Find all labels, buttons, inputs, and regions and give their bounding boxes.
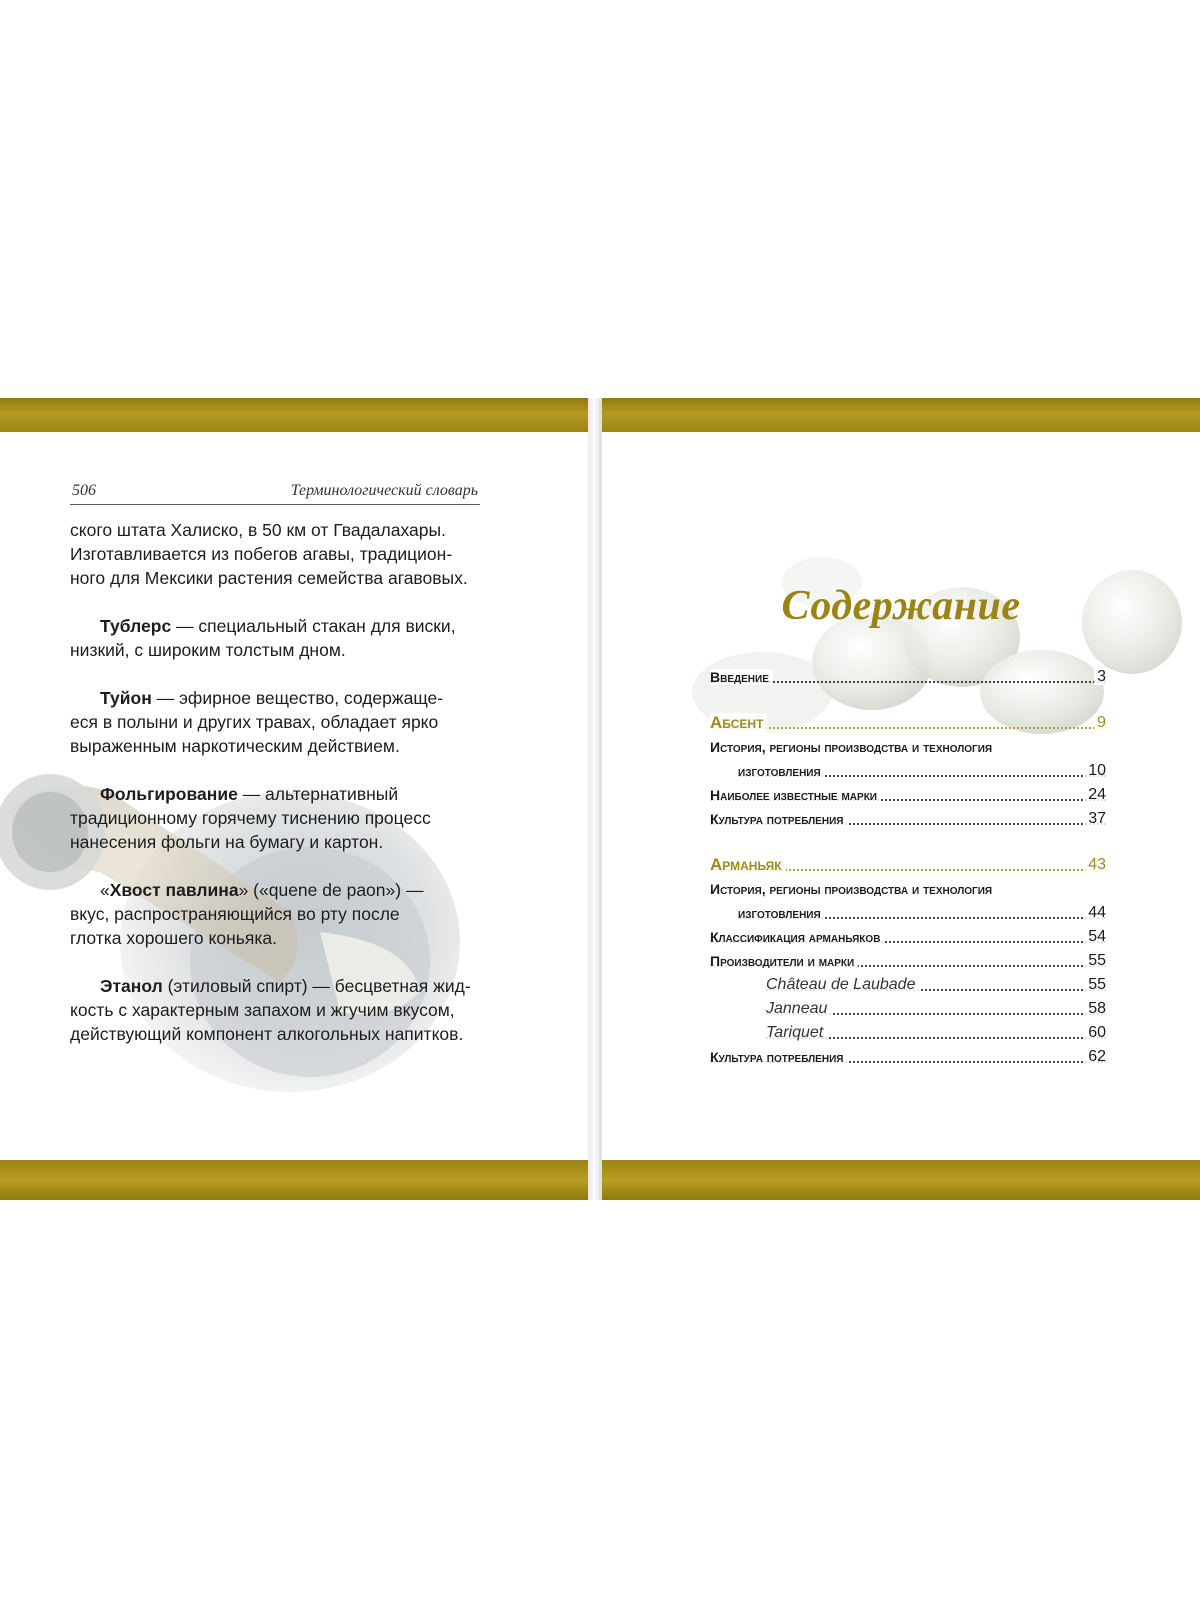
toc-page: 62 — [1085, 1048, 1106, 1065]
toc-page: 55 — [1085, 976, 1106, 993]
entry-text: еся в полыни и других травах, обладает ярко — [70, 712, 439, 732]
toc-title: Содержание — [781, 583, 1021, 629]
toc-page: 44 — [1085, 904, 1106, 921]
running-head — [70, 480, 480, 505]
toc-item[interactable] — [710, 973, 1106, 997]
entry-term: Тублерс — [100, 616, 172, 636]
gold-band-top-left — [0, 398, 592, 432]
page-number: 506 — [72, 482, 96, 499]
toc-page: 10 — [1085, 762, 1106, 779]
toc-item[interactable] — [710, 1045, 1106, 1069]
entry-term: Хвост павлина — [109, 880, 239, 900]
gold-band-top-right — [598, 398, 1200, 432]
continuation-line: Изготавливается из побегов агавы, традицион- — [70, 544, 453, 564]
glossary-entry — [70, 974, 480, 1046]
toc-label: Абсент — [710, 713, 767, 732]
continuation-line: ного для Мексики растения семейства агавовых. — [70, 568, 468, 588]
entry-text: кость с характерным запахом и жгучим вкусом, — [70, 1000, 455, 1020]
toc-label: изготовления — [738, 763, 825, 779]
entry-quote: « — [100, 880, 110, 900]
toc-label: Наиболее известные марки — [710, 787, 881, 803]
entry-text: — специальный стакан для виски, — [171, 616, 456, 636]
toc-item[interactable] — [710, 997, 1106, 1021]
toc-label: Janneau — [766, 1000, 831, 1017]
toc-item[interactable] — [710, 783, 1106, 807]
entry-term: Этанол — [100, 976, 163, 996]
toc-page: 55 — [1085, 952, 1106, 969]
toc-item[interactable] — [710, 1021, 1106, 1045]
running-title: Терминологический словарь — [290, 482, 478, 499]
toc-item[interactable] — [710, 759, 1106, 783]
glossary-entry — [70, 782, 480, 854]
glossary-entry — [70, 686, 480, 758]
toc-label: Введение — [710, 669, 773, 685]
entry-text: выраженным наркотическим действием. — [70, 736, 400, 756]
toc-page: 54 — [1085, 928, 1106, 945]
toc-item[interactable] — [710, 665, 1106, 689]
entry-term: Туйон — [100, 688, 152, 708]
toc-label: Tariquet — [766, 1024, 827, 1041]
entry-text: » («quene de paon») — — [238, 880, 424, 900]
toc-section[interactable] — [710, 853, 1106, 877]
entry-text: нанесения фольги на бумагу и картон. — [70, 832, 384, 852]
toc-label: История, регионы производства и технология — [710, 739, 996, 755]
entry-term: Фольгирование — [100, 784, 238, 804]
entry-text: — эфирное вещество, содержаще- — [151, 688, 444, 708]
toc-item[interactable] — [710, 949, 1106, 973]
toc-page: 24 — [1085, 786, 1106, 803]
leader-dots — [710, 727, 1106, 729]
book-gutter — [588, 398, 602, 1200]
toc-page: 58 — [1085, 1000, 1106, 1017]
right-page — [602, 432, 1200, 1160]
toc-item[interactable] — [710, 807, 1106, 831]
gold-band-bottom-right — [598, 1160, 1200, 1200]
entry-text: глотка хорошего коньяка. — [70, 928, 278, 948]
entry-text: традиционному горячему тиснению процесс — [70, 808, 431, 828]
toc-label: Château de Laubade — [766, 976, 919, 993]
toc-label: Арманьяк — [710, 855, 786, 874]
entry-text: низкий, с широким толстым дном. — [70, 640, 346, 660]
entry-text: — альтернативный — [237, 784, 399, 804]
toc-label: История, регионы производства и технология — [710, 881, 996, 897]
toc-item[interactable] — [710, 925, 1106, 949]
entry-text: действующий компонент алкогольных напитков. — [70, 1024, 464, 1044]
toc-page: 3 — [1094, 668, 1106, 685]
toc-section[interactable] — [710, 711, 1106, 735]
toc-item[interactable] — [710, 735, 1106, 759]
entry-text: вкус, распространяющийся во рту после — [70, 904, 400, 924]
continuation-line: ского штата Халиско, в 50 км от Гвадалахары. — [70, 520, 446, 540]
toc-label: изготовления — [738, 905, 825, 921]
book-spread — [0, 398, 1200, 1200]
toc-label: Классификация арманьяков — [710, 929, 884, 945]
toc-page: 37 — [1085, 810, 1106, 827]
toc-label: Культура потребления — [710, 811, 847, 827]
toc-label: Культура потребления — [710, 1049, 847, 1065]
glossary-entry — [70, 878, 480, 950]
toc-page: 9 — [1094, 714, 1106, 731]
gold-band-bottom-left — [0, 1160, 592, 1200]
left-page — [0, 432, 588, 1160]
toc-page: 43 — [1085, 856, 1106, 873]
toc-label: Производители и марки — [710, 953, 858, 969]
toc-item[interactable] — [710, 901, 1106, 925]
entry-text: (этиловый спирт) — бесцветная жид- — [162, 976, 471, 996]
glossary-text — [70, 518, 480, 1046]
toc-page: 60 — [1085, 1024, 1106, 1041]
glossary-entry — [70, 614, 480, 662]
table-of-contents — [710, 665, 1106, 1069]
toc-item[interactable] — [710, 877, 1106, 901]
